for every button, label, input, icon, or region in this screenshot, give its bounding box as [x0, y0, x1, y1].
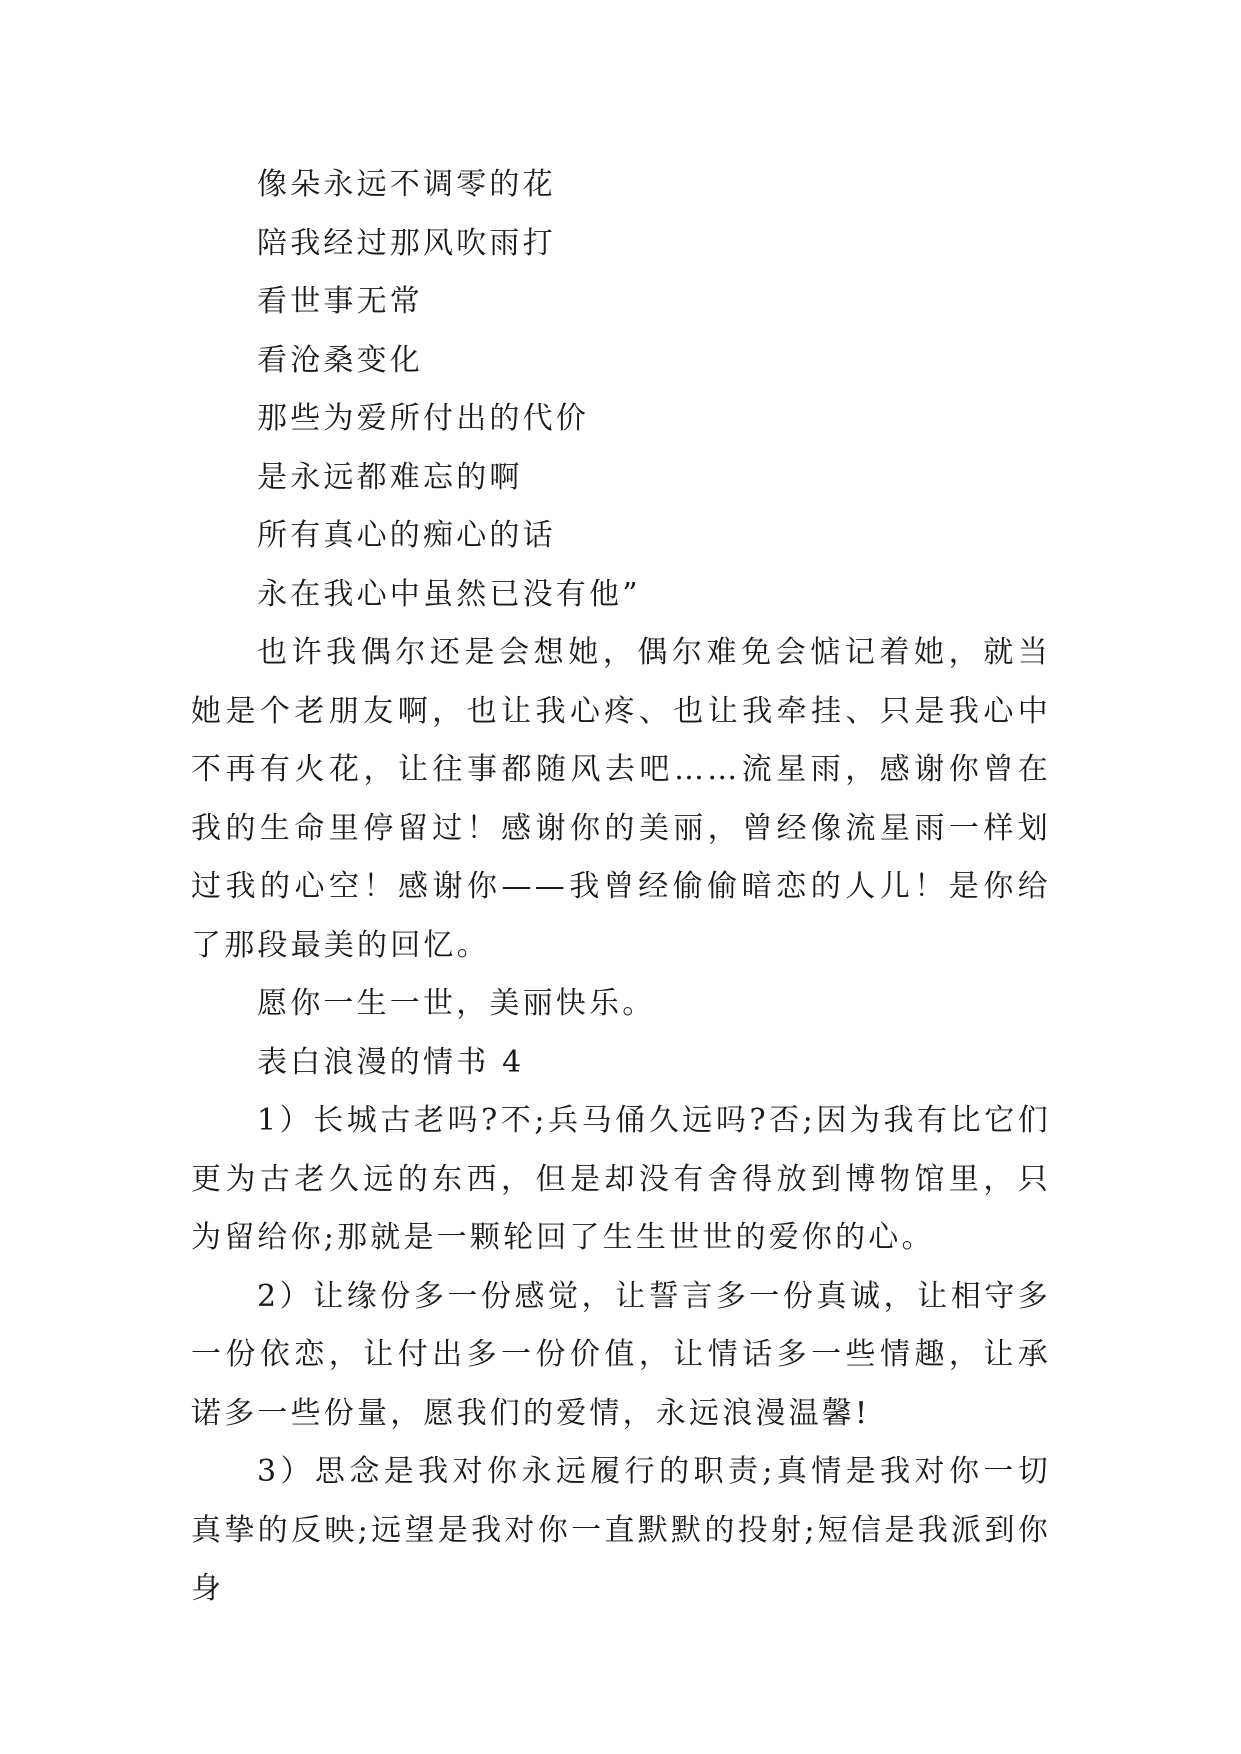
- poem-line: 是永远都难忘的啊: [257, 459, 523, 495]
- body-paragraph: 2）让缘份多一份感觉，让誓言多一份真诚，让相守多一份依恋，让付出多一份价值，让情话多一些情趣，让承诺多一些份量，愿我们的爱情，永远浪漫温馨!: [191, 1278, 1051, 1431]
- poem-line: 看世事无常: [257, 284, 423, 319]
- poem-line: 所有真心的痴心的话: [257, 518, 556, 553]
- document-body: [191, 156, 1051, 1619]
- section-heading: 表白浪漫的情书 4: [257, 1044, 525, 1080]
- poem-line: 陪我经过那风吹雨打: [257, 225, 556, 261]
- poem-line: 像朵永远不调零的花: [257, 167, 556, 202]
- body-paragraph: 愿你一生一世，美丽快乐。: [257, 986, 656, 1021]
- body-paragraph: 3）思念是我对你永远履行的职责;真情是我对你一切真挚的反映;远望是我对你一直默默的投射;短信是我派到你身: [191, 1454, 1051, 1606]
- poem-line: 看沧桑变化: [257, 342, 423, 378]
- body-paragraph: 也许我偶尔还是会想她，偶尔难免会惦记着她，就当她是个老朋友啊，也让我心疼、也让我牵挂、只是我心中不再有火花，让往事都随风去吧……流星雨，感谢你曾在我的生命里停留过！感谢你的美丽，曾经像流星雨一样划过我的心空！感谢你——我曾经偷偷暗恋的人儿！是你给了那段最美的回忆。: [191, 635, 1051, 963]
- body-paragraph: 1）长城古老吗?不;兵马俑久远吗?否;因为我有比它们更为古老久远的东西，但是却没有舍得放到博物馆里，只为留给你;那就是一颗轮回了生生世世的爱你的心。: [191, 1103, 1051, 1255]
- poem-line: 永在我心中虽然已没有他”: [257, 576, 641, 612]
- poem-line: 那些为爱所付出的代价: [257, 401, 589, 436]
